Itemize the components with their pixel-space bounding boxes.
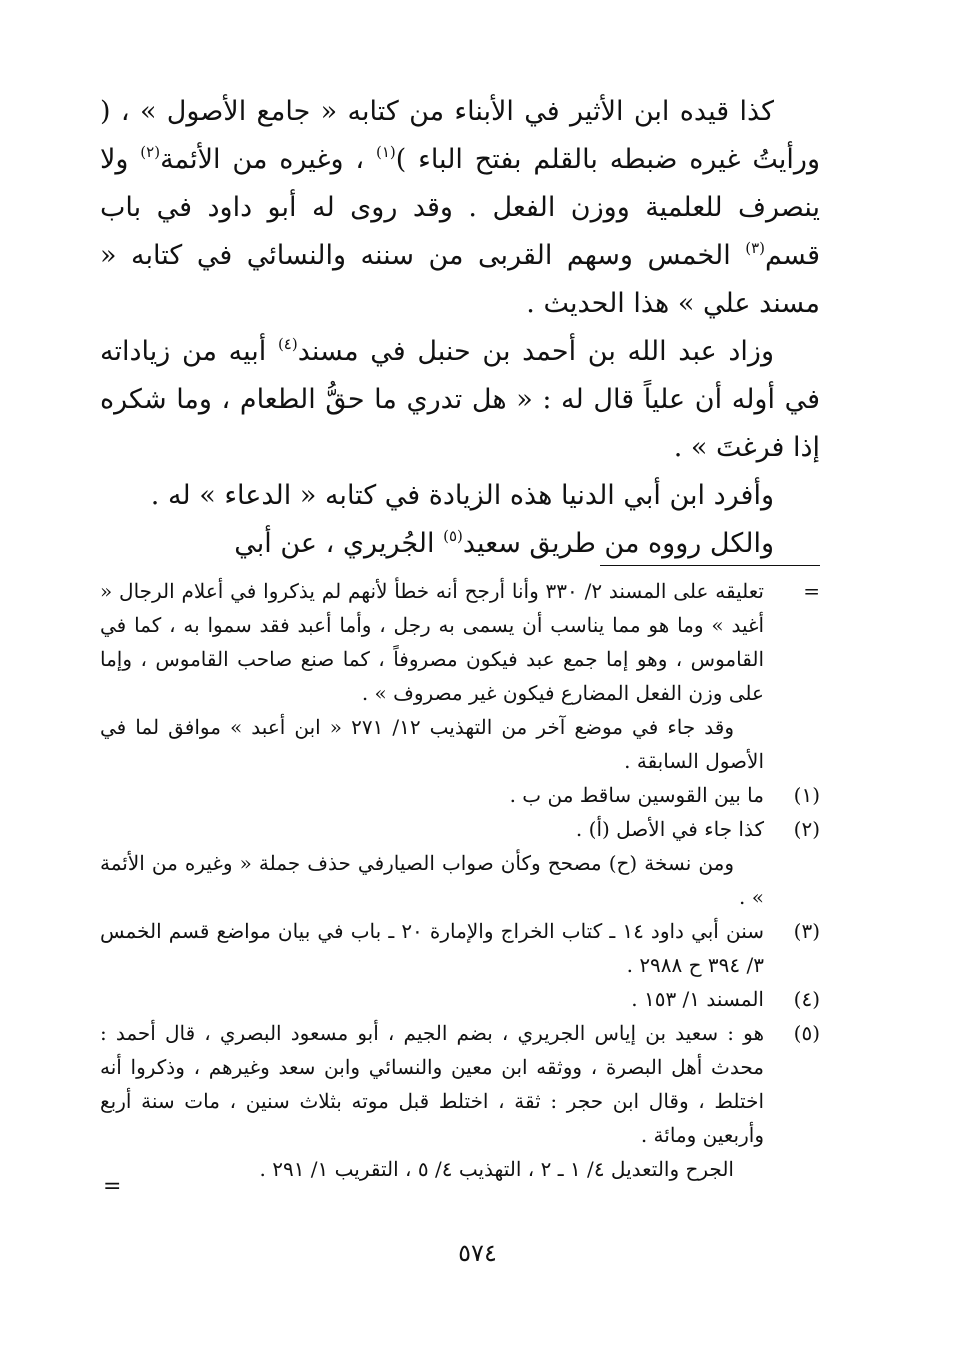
footnote-continuation bbox=[100, 574, 820, 778]
continuation-mark: = bbox=[803, 579, 820, 603]
footnote-paragraph: سنن أبي داود ١٤ ـ كتاب الخراج والإمارة ٢٠ ـ باب في بيان مواضع قسم الخمس ٣/ ٣٩٤ ح ٢٩٨٨ . bbox=[100, 919, 764, 977]
paragraph-4 bbox=[100, 520, 820, 568]
footnote-number: (٢) bbox=[793, 817, 820, 841]
text-run: ، وغيره من الأئمة bbox=[160, 144, 376, 175]
footnote-number: (٥) bbox=[793, 1021, 820, 1045]
text-run: وزاد عبد الله بن أحمد بن حنبل في مسند bbox=[297, 336, 774, 367]
text-run: أبيه من زياداته في أوله أن علياً قال له : « هل تدري ما حقُّ الطعام ، وما شكره إذا فرغتَ » . bbox=[100, 336, 820, 463]
continues-mark: = bbox=[103, 1174, 122, 1199]
footnote-paragraph: ما بين القوسين ساقط من ب . bbox=[509, 783, 764, 807]
footnote-4 bbox=[100, 982, 820, 1016]
footnote-3 bbox=[100, 914, 820, 982]
main-text bbox=[100, 88, 820, 568]
footnote-separator bbox=[600, 565, 820, 566]
paragraph-3: وأفرد ابن أبي الدنيا هذه الزيادة في كتابه « الدعاء » له . bbox=[150, 480, 774, 511]
footnote-1 bbox=[100, 778, 820, 812]
footnote-text bbox=[100, 914, 764, 982]
footnote-ref: (٣) bbox=[745, 239, 766, 257]
footnote-number: (٣) bbox=[793, 919, 820, 943]
footnote-ref: (٤) bbox=[277, 335, 298, 353]
footnote-text bbox=[100, 574, 764, 778]
text-run: الجُريري ، عن أبي bbox=[234, 528, 444, 559]
footnote-number: (٤) bbox=[793, 987, 820, 1011]
footnote-ref: (٥) bbox=[443, 527, 463, 545]
footnote-number: (١) bbox=[793, 783, 820, 807]
footnote-paragraph: المسند ١/ ١٥٣ . bbox=[631, 987, 764, 1011]
footnote-5 bbox=[100, 1016, 820, 1186]
paragraph-1 bbox=[100, 88, 820, 328]
footnote-ref: (٢) bbox=[140, 143, 161, 161]
footnote-text bbox=[100, 982, 764, 1016]
footnote-text bbox=[100, 778, 764, 812]
text-run: كذا قيده ابن الأثير في الأبناء من كتابه « جامع الأصول » ، ( ورأيتُ غيره ضبطه بالقلم بفتح الباء ) bbox=[100, 96, 820, 175]
footnote-ref: (١) bbox=[375, 143, 396, 161]
paragraph-2 bbox=[100, 328, 820, 472]
footnote-paragraph: الجرح والتعديل ٤/ ١ ـ ٢ ، التهذيب ٤/ ٥ ، التقريب ١/ ٢٩١ . bbox=[259, 1157, 734, 1181]
footnote-paragraph: تعليقه على المسند ٢/ ٣٣٠ وأنا أرجح أنه خطأ لأنهم لم يذكروا في أعلام الرجال « أغيد » وما هو مما يناسب أن يسمى به رجل ، وأما أعبد فقد سموا به ، كما في القاموس ، وهو إما جمع عبد فيكون مصروفاً ، كما صنع صاحب القاموس ، وإما على وزن الفعل المضارع فيكون غير مصروف » . bbox=[100, 579, 764, 705]
footnote-2 bbox=[100, 812, 820, 914]
text-run: ولا ينصرف للعلمية ووزن الفعل . وقد روى له أبو داود في باب قسم bbox=[100, 144, 820, 271]
page-number: ٥٧٤ bbox=[458, 1239, 497, 1267]
footnote-text bbox=[100, 812, 764, 914]
footnote-paragraph: وقد جاء في موضع آخر من التهذيب ١٢/ ٢٧١ « ابن أعبد » موافق لما في الأصول السابقة . bbox=[100, 715, 764, 773]
footnote-paragraph: ومن نسخة (ح) مصحح وكأن صواب الصيارفي حذف جملة « وغيره من الأئمة » . bbox=[100, 851, 764, 909]
footnotes bbox=[100, 574, 820, 1186]
footnote-paragraph: كذا جاء في الأصل (أ) . bbox=[575, 817, 764, 841]
text-run: والكل رووه من طريق سعيد bbox=[462, 528, 774, 559]
footnote-paragraph: هو : سعيد بن إياس الجريري ، بضم الجيم ، أبو مسعود البصري ، قال أحمد : محدث أهل البصرة ، ووثقه ابن معين والنسائي وابن سعد وغيرهم ، وذكروا أنه اختلط ، وقال ابن حجر : ثقة ، اختلط قبل موته بثلاث سنين ، مات سنة أربع وأربعين ومائة . bbox=[100, 1021, 764, 1147]
footnote-text bbox=[100, 1016, 764, 1186]
text-run: الخمس وسهم القربى من سننه والنسائي في كتابه « مسند علي » هذا الحديث . bbox=[100, 240, 820, 319]
